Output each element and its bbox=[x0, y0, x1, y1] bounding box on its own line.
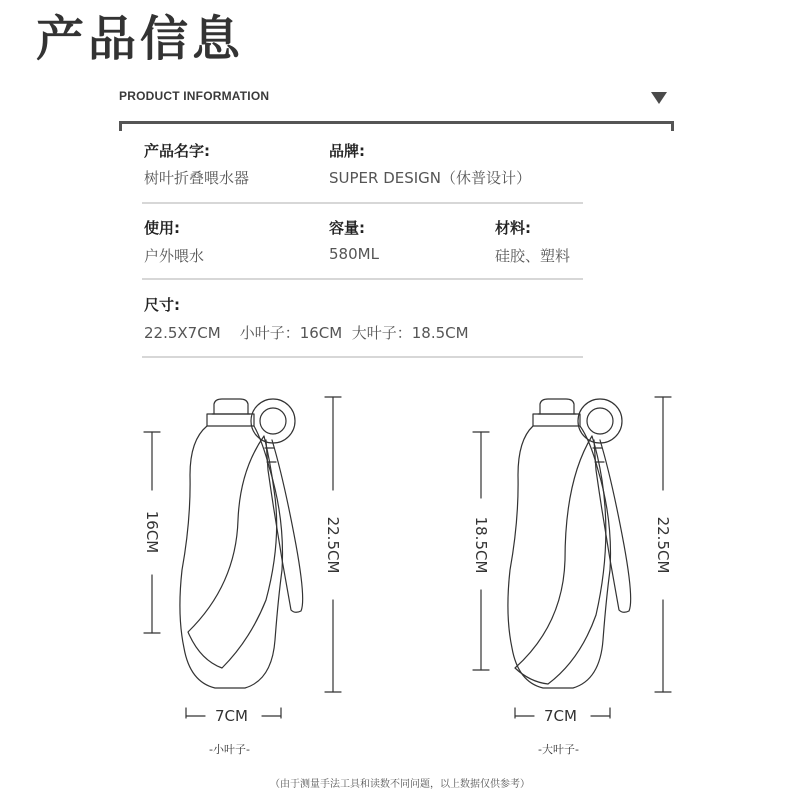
capacity-label: 容量: bbox=[329, 219, 365, 237]
size-value: 22.5X7CM 小叶子：16CM 大叶子：18.5CM bbox=[144, 324, 469, 342]
size-label: 尺寸: bbox=[144, 296, 180, 314]
brand-value: SUPER DESIGN（休普设计） bbox=[329, 169, 532, 187]
large-width-label: 7CM bbox=[544, 707, 577, 725]
product-name-label: 产品名字: bbox=[144, 142, 210, 160]
small-width-label: 7CM bbox=[215, 707, 248, 725]
small-leaf-caption: -小叶子- bbox=[209, 743, 250, 756]
usage-value: 户外喂水 bbox=[144, 247, 205, 265]
small-height-label: 22.5CM bbox=[324, 516, 342, 574]
material-value: 硅胶、塑料 bbox=[495, 247, 571, 265]
large-leaf-length-label: 18.5CM bbox=[472, 516, 490, 574]
small-leaf-length-label: 16CM bbox=[143, 510, 161, 554]
footer-disclaimer: （由于测量手法工具和读数不同问题，以上数据仅供参考） bbox=[270, 779, 530, 790]
page-title: 产品信息 bbox=[36, 11, 245, 67]
section-subtitle: PRODUCT INFORMATION bbox=[119, 89, 270, 103]
product-name-value: 树叶折叠喂水器 bbox=[144, 169, 250, 187]
material-label: 材料: bbox=[495, 219, 531, 237]
usage-label: 使用: bbox=[144, 219, 180, 237]
large-leaf-caption: -大叶子- bbox=[538, 743, 579, 756]
small-leaf-bottle-drawing bbox=[144, 397, 341, 718]
large-height-label: 22.5CM bbox=[654, 516, 672, 574]
large-leaf-bottle-drawing bbox=[473, 397, 671, 718]
capacity-value: 580ML bbox=[329, 245, 379, 263]
brand-label: 品牌: bbox=[329, 142, 365, 160]
